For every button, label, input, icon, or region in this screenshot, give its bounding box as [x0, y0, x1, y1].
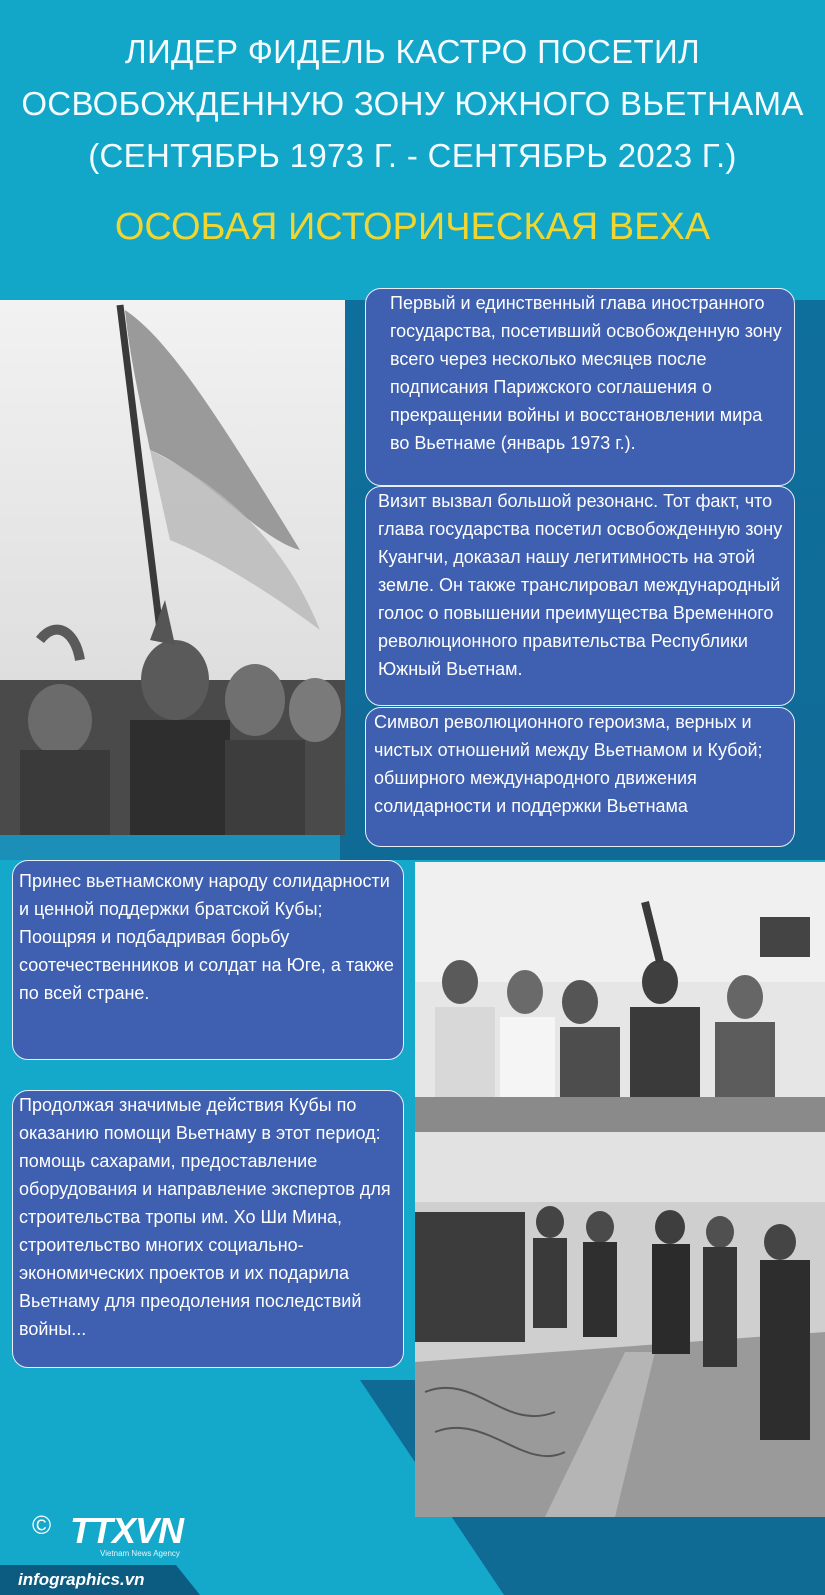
- page-title-line-1: ЛИДЕР ФИДЕЛЬ КАСТРО ПОСЕТИЛ: [125, 33, 700, 70]
- page-title-line-2: ОСВОБОЖДЕННУЮ ЗОНУ ЮЖНОГО ВЬЕТНАМА: [21, 85, 804, 122]
- photo-meeting: [415, 862, 825, 1132]
- page-title-line-3: (СЕНТЯБРЬ 1973 Г. - СЕНТЯБРЬ 2023 Г.): [88, 137, 737, 174]
- page-subtitle: ОСОБАЯ ИСТОРИЧЕСКАЯ ВЕХА: [114, 206, 711, 248]
- info-box-solidarity-text: Принес вьетнамскому народу солидарности и ценной поддержки братской Кубы; Поощряя и подбадривая борьбу соотечественников и солдат на Юге, а также по всей стране.: [19, 871, 394, 1003]
- photo-troops: [415, 1132, 825, 1517]
- info-box-assistance: [12, 1090, 404, 1368]
- info-box-resonance: [365, 486, 795, 706]
- info-box-symbol: [365, 707, 795, 847]
- info-box-first-visit-text: Первый и единственный глава иностранного государства, посетивший освобожденную зону всего через несколько месяцев после подписания Парижского соглашения о прекращении войны и восстановлении мира во Вьетнаме (январь 1973 г.).: [390, 293, 782, 453]
- info-box-symbol-text: Символ революционного героизма, верных и чистых отношений между Вьетнамом и Кубой; обширного международного движения солидарности и поддержки Вьетнама: [374, 712, 763, 816]
- info-box-first-visit: [365, 288, 795, 486]
- photo-flag-raising: [0, 300, 345, 835]
- ttxvn-logo: TTXVN: [70, 1510, 184, 1551]
- ttxvn-logo-subtext: Vietnam News Agency: [100, 1549, 180, 1558]
- info-box-solidarity: [12, 860, 404, 1060]
- copyright-icon: ©: [32, 1510, 52, 1540]
- site-link[interactable]: infographics.vn: [18, 1570, 145, 1589]
- info-box-resonance-text: Визит вызвал большой резонанс. Тот факт, что глава государства посетил освобожденную зону Куангчи, доказал нашу легитимность на этой земле. Он также транслировал международный голос о повышении преимущества Временного революционного правительства Республики Южный Вьетнам.: [378, 491, 783, 679]
- info-box-assistance-text: Продолжая значимые действия Кубы по оказанию помощи Вьетнаму в этот период: помощь сахарами, предоставление оборудования и направление экспертов для строительства тропы им. Хо Ши Мина, строительство многих социально-экономических проектов и их подарила Вьетнаму для преодоления последствий войны...: [19, 1095, 391, 1339]
